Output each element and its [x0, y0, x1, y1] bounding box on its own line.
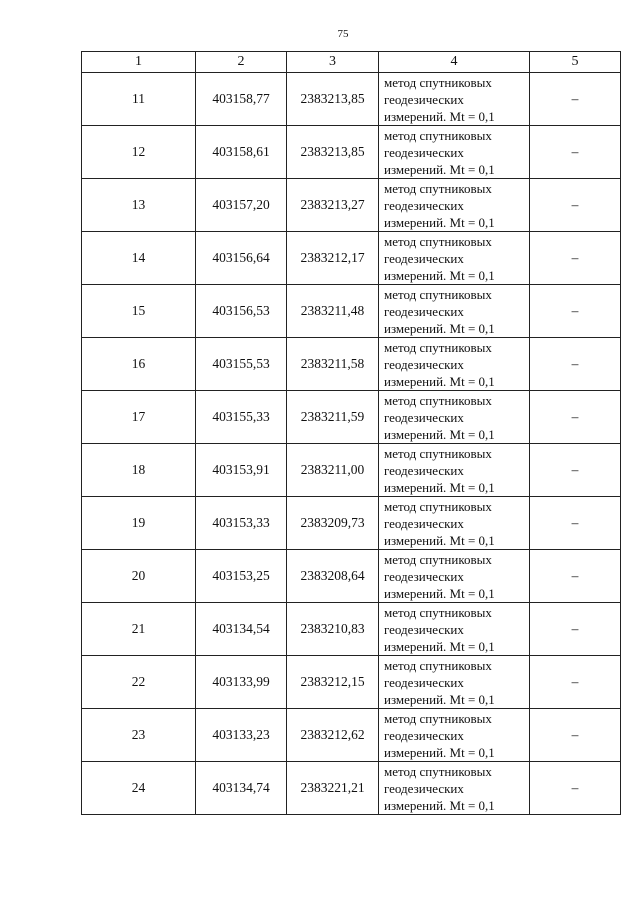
method-text-line: измерений. Mt = 0,1	[384, 479, 495, 495]
method-cell	[379, 656, 530, 709]
x-coordinate-cell: 403155,33	[196, 391, 287, 444]
method-text-line: геодезических	[384, 356, 464, 372]
table-row	[82, 762, 621, 815]
x-coordinate-cell: 403158,61	[196, 126, 287, 179]
method-text-line: измерений. Mt = 0,1	[384, 585, 495, 601]
method-text-line: метод спутниковых	[384, 233, 492, 249]
table-row	[82, 656, 621, 709]
method-text-line: измерений. Mt = 0,1	[384, 267, 495, 283]
note-cell: –	[530, 762, 621, 815]
point-number-cell: 11	[82, 73, 196, 126]
point-number-cell: 15	[82, 285, 196, 338]
method-text-line: геодезических	[384, 197, 464, 213]
table-row	[82, 73, 621, 126]
method-text-line: геодезических	[384, 462, 464, 478]
method-text-line: метод спутниковых	[384, 74, 492, 90]
point-number-cell: 19	[82, 497, 196, 550]
method-text-line: геодезических	[384, 144, 464, 160]
table-row	[82, 550, 621, 603]
column-header-5: 5	[530, 52, 621, 73]
page-number: 75	[337, 28, 349, 40]
table-row	[82, 232, 621, 285]
note-cell: –	[530, 391, 621, 444]
method-text-line: геодезических	[384, 780, 464, 796]
header-row	[82, 52, 621, 73]
note-cell: –	[530, 497, 621, 550]
point-number-cell: 16	[82, 338, 196, 391]
note-cell: –	[530, 656, 621, 709]
method-text-line: измерений. Mt = 0,1	[384, 797, 495, 813]
method-text-line: измерений. Mt = 0,1	[384, 426, 495, 442]
x-coordinate-cell: 403134,74	[196, 762, 287, 815]
column-header-1: 1	[82, 52, 196, 73]
y-coordinate-cell: 2383213,27	[287, 179, 379, 232]
method-cell	[379, 762, 530, 815]
method-text-line: геодезических	[384, 515, 464, 531]
method-text-line: измерений. Mt = 0,1	[384, 320, 495, 336]
table-row	[82, 444, 621, 497]
method-cell	[379, 444, 530, 497]
method-text-line: измерений. Mt = 0,1	[384, 532, 495, 548]
x-coordinate-cell: 403156,53	[196, 285, 287, 338]
method-text-line: метод спутниковых	[384, 604, 492, 620]
y-coordinate-cell: 2383211,58	[287, 338, 379, 391]
method-text-line: геодезических	[384, 250, 464, 266]
point-number-cell: 24	[82, 762, 196, 815]
note-cell: –	[530, 550, 621, 603]
x-coordinate-cell: 403153,25	[196, 550, 287, 603]
note-cell: –	[530, 709, 621, 762]
method-cell	[379, 709, 530, 762]
method-text-line: метод спутниковых	[384, 127, 492, 143]
method-text-line: геодезических	[384, 621, 464, 637]
column-header-4: 4	[379, 52, 530, 73]
method-text-line: метод спутниковых	[384, 551, 492, 567]
y-coordinate-cell: 2383212,62	[287, 709, 379, 762]
point-number-cell: 21	[82, 603, 196, 656]
y-coordinate-cell: 2383213,85	[287, 126, 379, 179]
x-coordinate-cell: 403157,20	[196, 179, 287, 232]
note-cell: –	[530, 126, 621, 179]
point-number-cell: 12	[82, 126, 196, 179]
column-header-3: 3	[287, 52, 379, 73]
method-text-line: метод спутниковых	[384, 445, 492, 461]
y-coordinate-cell: 2383212,15	[287, 656, 379, 709]
point-number-cell: 17	[82, 391, 196, 444]
method-text-line: измерений. Mt = 0,1	[384, 214, 495, 230]
method-text-line: геодезических	[384, 303, 464, 319]
point-number-cell: 13	[82, 179, 196, 232]
note-cell: –	[530, 285, 621, 338]
method-cell	[379, 338, 530, 391]
method-text-line: измерений. Mt = 0,1	[384, 638, 495, 654]
method-text-line: измерений. Mt = 0,1	[384, 161, 495, 177]
column-header-2: 2	[196, 52, 287, 73]
method-cell	[379, 73, 530, 126]
method-text-line: геодезических	[384, 91, 464, 107]
note-cell: –	[530, 73, 621, 126]
y-coordinate-cell: 2383213,85	[287, 73, 379, 126]
table-row	[82, 179, 621, 232]
y-coordinate-cell: 2383211,48	[287, 285, 379, 338]
method-text-line: измерений. Mt = 0,1	[384, 744, 495, 760]
note-cell: –	[530, 179, 621, 232]
method-text-line: геодезических	[384, 409, 464, 425]
method-cell	[379, 550, 530, 603]
method-text-line: метод спутниковых	[384, 392, 492, 408]
table-row	[82, 391, 621, 444]
y-coordinate-cell: 2383211,59	[287, 391, 379, 444]
method-text-line: метод спутниковых	[384, 286, 492, 302]
y-coordinate-cell: 2383208,64	[287, 550, 379, 603]
method-text-line: геодезических	[384, 727, 464, 743]
x-coordinate-cell: 403153,33	[196, 497, 287, 550]
method-text-line: измерений. Mt = 0,1	[384, 691, 495, 707]
table-body	[82, 52, 621, 815]
y-coordinate-cell: 2383212,17	[287, 232, 379, 285]
method-text-line: геодезических	[384, 568, 464, 584]
method-text-line: метод спутниковых	[384, 657, 492, 673]
y-coordinate-cell: 2383210,83	[287, 603, 379, 656]
x-coordinate-cell: 403155,53	[196, 338, 287, 391]
point-number-cell: 18	[82, 444, 196, 497]
x-coordinate-cell: 403153,91	[196, 444, 287, 497]
y-coordinate-cell: 2383211,00	[287, 444, 379, 497]
table-row	[82, 709, 621, 762]
method-cell	[379, 391, 530, 444]
note-cell: –	[530, 603, 621, 656]
method-text-line: метод спутниковых	[384, 498, 492, 514]
method-text-line: измерений. Mt = 0,1	[384, 373, 495, 389]
table-row	[82, 603, 621, 656]
method-text-line: геодезических	[384, 674, 464, 690]
point-number-cell: 23	[82, 709, 196, 762]
method-cell	[379, 232, 530, 285]
x-coordinate-cell: 403133,23	[196, 709, 287, 762]
method-text-line: метод спутниковых	[384, 763, 492, 779]
table-row	[82, 497, 621, 550]
y-coordinate-cell: 2383209,73	[287, 497, 379, 550]
method-text-line: метод спутниковых	[384, 710, 492, 726]
y-coordinate-cell: 2383221,21	[287, 762, 379, 815]
x-coordinate-cell: 403158,77	[196, 73, 287, 126]
method-cell	[379, 285, 530, 338]
x-coordinate-cell: 403134,54	[196, 603, 287, 656]
point-number-cell: 22	[82, 656, 196, 709]
note-cell: –	[530, 338, 621, 391]
table-row	[82, 285, 621, 338]
point-number-cell: 20	[82, 550, 196, 603]
coordinates-table	[81, 51, 621, 815]
method-text-line: измерений. Mt = 0,1	[384, 108, 495, 124]
method-cell	[379, 126, 530, 179]
table-row	[82, 338, 621, 391]
note-cell: –	[530, 444, 621, 497]
method-cell	[379, 179, 530, 232]
point-number-cell: 14	[82, 232, 196, 285]
method-text-line: метод спутниковых	[384, 339, 492, 355]
x-coordinate-cell: 403133,99	[196, 656, 287, 709]
method-cell	[379, 603, 530, 656]
method-cell	[379, 497, 530, 550]
method-text-line: метод спутниковых	[384, 180, 492, 196]
table-row	[82, 126, 621, 179]
note-cell: –	[530, 232, 621, 285]
x-coordinate-cell: 403156,64	[196, 232, 287, 285]
